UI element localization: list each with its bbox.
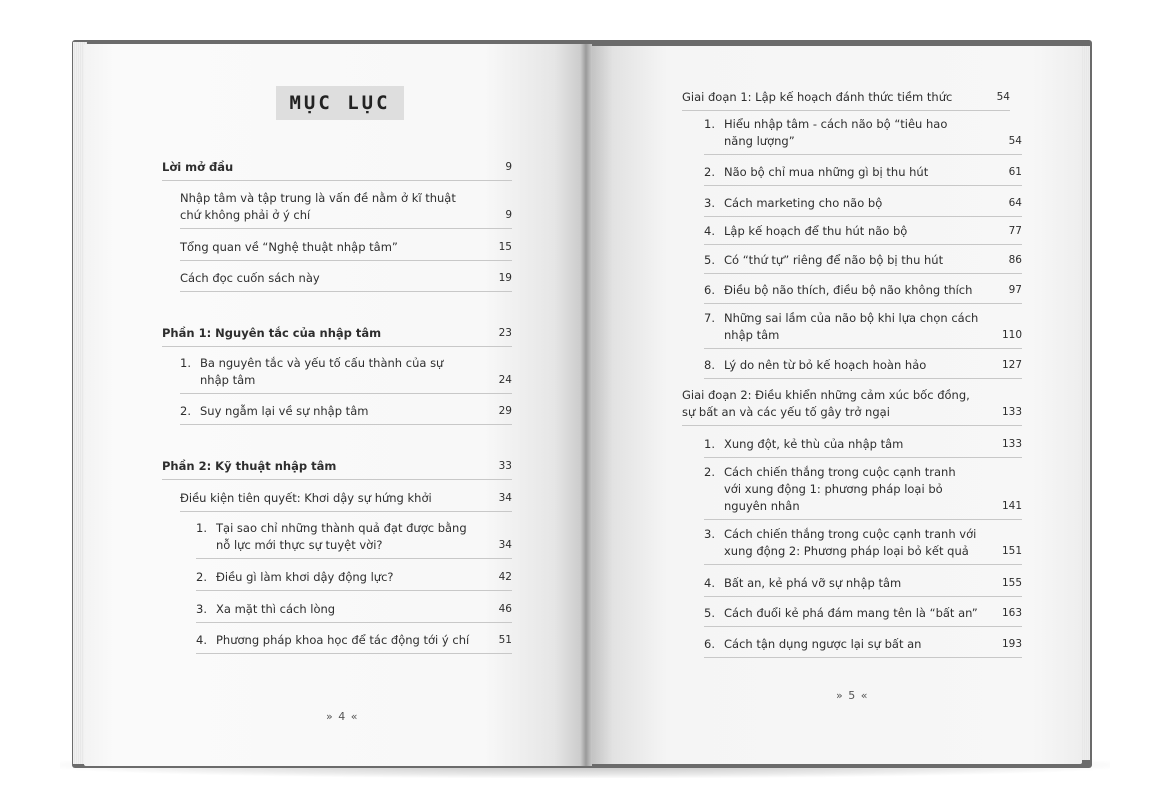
toc-entry-page: 193 [1001, 638, 1022, 650]
toc-entry-index: 3. [196, 602, 207, 616]
toc-entry-index: 5. [704, 606, 715, 620]
toc-entry-page: 141 [1001, 500, 1022, 512]
toc-entry [162, 451, 512, 480]
toc-entry-page: 51 [498, 634, 512, 646]
toc-entry-index: 5. [704, 253, 715, 267]
toc-entry [704, 350, 1022, 379]
toc-entry-index: 1. [704, 437, 715, 451]
toc-entry [180, 483, 512, 512]
toc-entry [704, 245, 1022, 274]
toc-entry-page: 33 [498, 460, 512, 472]
toc-entry-page: 9 [505, 209, 512, 221]
toc-entry-page: 127 [1001, 359, 1022, 371]
toc-entry-text: Điều gì làm khơi dậy động lực? [216, 570, 394, 584]
toc-entry-page: 23 [498, 327, 512, 339]
toc-entry [196, 516, 512, 559]
toc-entry [180, 232, 512, 261]
toc-entry-text: Những sai lầm của não bộ khi lựa chọn cách nhập tâm [724, 311, 979, 342]
toc-entry-text: Có “thứ tự” riêng để não bộ bị thu hút [724, 253, 944, 267]
toc-entry-page: 133 [1001, 438, 1022, 450]
toc-entry-page: 151 [1001, 545, 1022, 557]
toc-entry [704, 522, 1022, 565]
page-number-left: » 4 « [326, 710, 359, 723]
toc-entry [180, 396, 512, 425]
toc-entry-text: Cách đuổi kẻ phá đám mang tên là “bất an” [724, 606, 978, 620]
toc-entry [704, 216, 1022, 245]
toc-entry [704, 568, 1022, 597]
toc-title-box [276, 86, 404, 120]
toc-entry-page: 54 [996, 91, 1010, 103]
toc-entry-page: 77 [1008, 225, 1022, 237]
toc-entry [704, 629, 1022, 658]
toc-entry-text: Lời mở đầu [162, 160, 234, 174]
toc-entry-text: Phương pháp khoa học để tác động tới ý chí [216, 633, 470, 647]
toc-entry-page: 34 [498, 539, 512, 551]
toc-entry [704, 275, 1022, 304]
toc-entry [704, 598, 1022, 627]
toc-entry [704, 460, 1022, 520]
toc-entry-page: 54 [1008, 135, 1022, 147]
toc-entry-text: Cách chiến thắng trong cuộc cạnh tranh với xung động 1: phương pháp loại bỏ nguyên nhân [724, 465, 956, 513]
toc-entry-text: Cách tận dụng ngược lại sự bất an [724, 637, 922, 651]
toc-entry-text: Xung đột, kẻ thù của nhập tâm [724, 437, 904, 451]
toc-entry [682, 82, 1010, 111]
toc-entry-index: 4. [196, 633, 207, 647]
toc-entry-page: 61 [1008, 166, 1022, 178]
toc-entry-index: 6. [704, 283, 715, 297]
toc-entry [196, 625, 512, 654]
toc-entry-index: 2. [704, 465, 715, 479]
toc-entry-text: Suy ngẫm lại về sự nhập tâm [200, 404, 369, 418]
toc-entry-page: 163 [1001, 607, 1022, 619]
toc-entry-text: Bất an, kẻ phá vỡ sự nhập tâm [724, 576, 902, 590]
toc-entry-text: Giai đoạn 2: Điều khiển những cảm xúc bốc đồng, sự bất an và các yếu tố gây trở ngại [682, 388, 970, 419]
toc-entry [180, 263, 512, 292]
page-number-right: » 5 « [836, 689, 869, 702]
toc-entry-index: 4. [704, 224, 715, 238]
toc-entry-index: 2. [180, 404, 191, 418]
toc-entry-text: Lập kế hoạch để thu hút não bộ [724, 224, 908, 238]
toc-entry [196, 594, 512, 623]
toc-entry-text: Phần 1: Nguyên tắc của nhập tâm [162, 326, 382, 340]
toc-entry-index: 4. [704, 576, 715, 590]
toc-entry-text: Điều bộ não thích, điều bộ não không thích [724, 283, 973, 297]
toc-entry-text: Nhập tâm và tập trung là vấn đề nằm ở kĩ thuật chứ không phải ở ý chí [180, 191, 456, 222]
toc-entry-text: Xa mặt thì cách lòng [216, 602, 336, 616]
toc-entry-page: 9 [505, 161, 512, 173]
toc-entry-page: 86 [1008, 254, 1022, 266]
toc-entry [180, 351, 512, 394]
toc-entry-index: 2. [704, 165, 715, 179]
toc-entry [162, 152, 512, 181]
toc-entry-index: 3. [704, 196, 715, 210]
toc-entry-text: Giai đoạn 1: Lập kế hoạch đánh thức tiềm thức [682, 90, 953, 104]
toc-entry-index: 7. [704, 311, 715, 325]
toc-entry-index: 3. [704, 527, 715, 541]
toc-entry-index: 8. [704, 358, 715, 372]
toc-entry [704, 188, 1022, 217]
toc-entry-page: 46 [498, 603, 512, 615]
toc-entry-text: Cách marketing cho não bộ [724, 196, 883, 210]
toc-entry [162, 318, 512, 347]
book-gutter [580, 44, 592, 766]
toc-entry-text: Tổng quan về “Nghệ thuật nhập tâm” [180, 240, 398, 254]
toc-entry-page: 64 [1008, 197, 1022, 209]
toc-entry-text: Điều kiện tiên quyết: Khơi dậy sự hứng khởi [180, 491, 432, 505]
toc-entry-text: Cách đọc cuốn sách này [180, 271, 320, 285]
toc-entry [704, 112, 1022, 155]
toc-entry-page: 15 [498, 241, 512, 253]
toc-entry-page: 19 [498, 272, 512, 284]
toc-entry-index: 1. [180, 356, 191, 370]
toc-title: MỤC LỤC [289, 92, 391, 114]
toc-entry-page: 155 [1001, 577, 1022, 589]
toc-entry-page: 110 [1001, 329, 1022, 341]
toc-entry-page: 97 [1008, 284, 1022, 296]
toc-entry-index: 6. [704, 637, 715, 651]
toc-entry-text: Ba nguyên tắc và yếu tố cấu thành của sự nhập tâm [200, 356, 444, 387]
toc-entry-text: Não bộ chỉ mua những gì bị thu hút [724, 165, 929, 179]
toc-entry-index: 2. [196, 570, 207, 584]
toc-entry-page: 24 [498, 374, 512, 386]
toc-entry [704, 157, 1022, 186]
toc-entry-page: 42 [498, 571, 512, 583]
toc-entry-text: Tại sao chỉ những thành quả đạt được bằng nỗ lực mới thực sự tuyệt vời? [216, 521, 467, 552]
toc-entry-text: Lý do nên từ bỏ kế hoạch hoàn hảo [724, 358, 927, 372]
toc-entry [704, 306, 1022, 349]
toc-entry [682, 383, 1022, 426]
toc-entry-index: 1. [704, 117, 715, 131]
toc-entry [180, 186, 512, 229]
toc-entry-index: 1. [196, 521, 207, 535]
toc-entry-text: Phần 2: Kỹ thuật nhập tâm [162, 459, 337, 473]
toc-entry-page: 34 [498, 492, 512, 504]
toc-entry-page: 133 [1001, 406, 1022, 418]
toc-entry-page: 29 [498, 405, 512, 417]
toc-entry [196, 562, 512, 591]
toc-entry [704, 429, 1022, 458]
toc-entry-text: Cách chiến thắng trong cuộc cạnh tranh với xung động 2: Phương pháp loại bỏ kết quả [724, 527, 977, 558]
toc-entry-text: Hiểu nhập tâm - cách não bộ “tiêu hao năng lượng” [724, 117, 948, 148]
